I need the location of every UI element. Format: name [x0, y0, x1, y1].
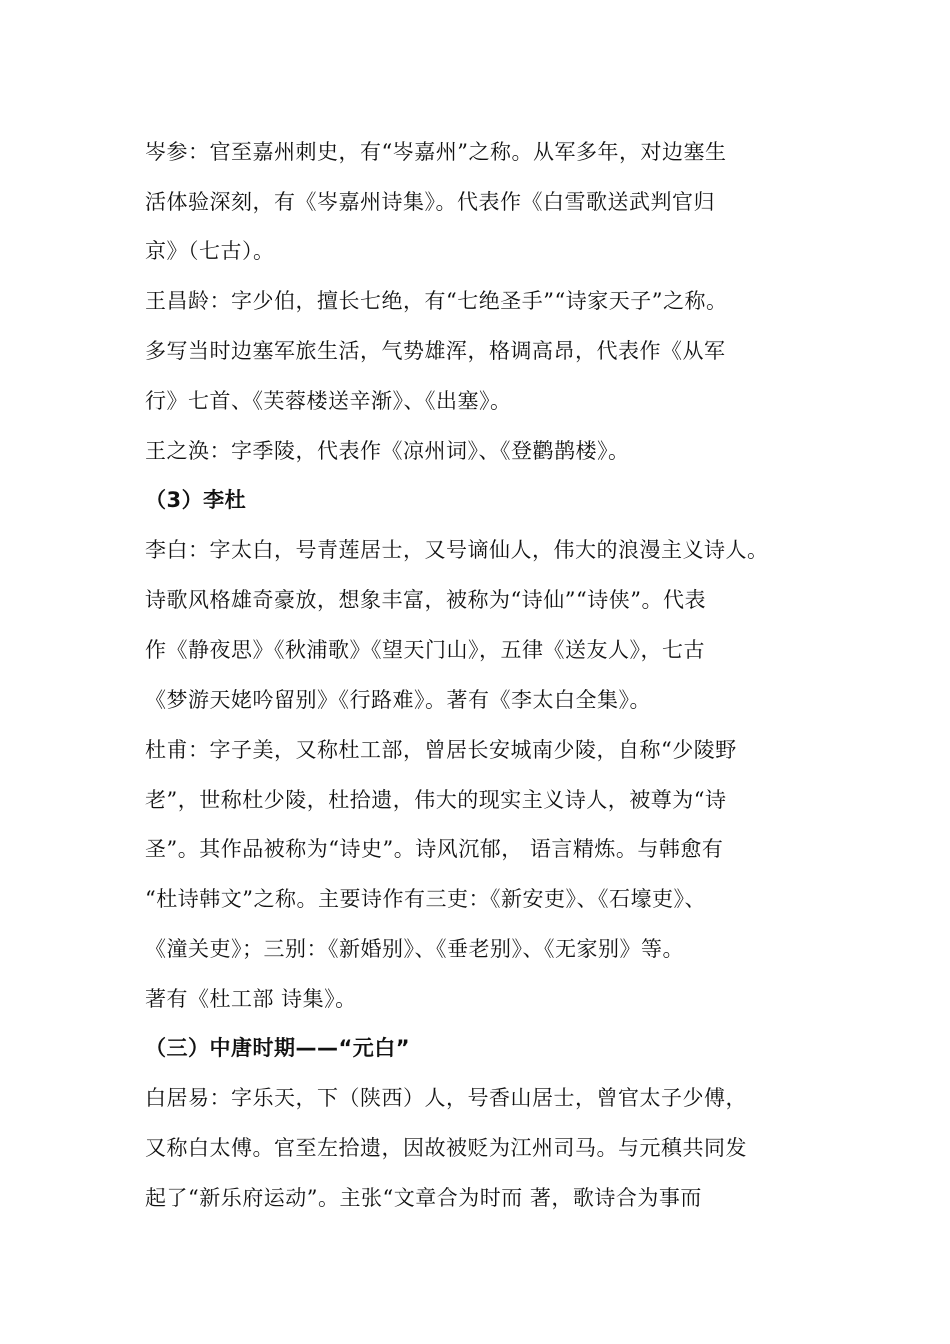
text-line-li-bai-2: 诗歌风格雄奇豪放，想象丰富，被称为“诗仙”“诗侠”。代表 — [145, 588, 706, 612]
text-line-du-fu-1: 杜甫：字子美，又称杜工部，曾居长安城南少陵，自称“少陵野 — [145, 738, 737, 762]
text-line-cen-shen-3: 京》（七古）。 — [145, 239, 275, 263]
text-line-du-fu-4: “杜诗韩文”之称。主要诗作有三吏：《新安吏》、《石壕吏》、 — [145, 887, 706, 911]
section-heading-mid-tang: （三）中唐时期——“元白” — [145, 1036, 411, 1060]
text-line-du-fu-5: 《潼关吏》；三别：《新婚别》、《垂老别》、《无家别》等。 — [145, 937, 684, 961]
text-line-bai-juyi-3: 起了“新乐府运动”。主张“文章合为时而 著，歌诗合为事而 — [145, 1186, 702, 1210]
text-line-wang-changling-1: 王昌龄：字少伯，擅长七绝，有“七绝圣手”“诗家天子”之称。 — [145, 289, 728, 313]
text-line-li-bai-3: 作《静夜思》《秋浦歌》《望天门山》，五律《送友人》，七古 — [145, 638, 705, 662]
text-line-wang-changling-3: 行》七首、《芙蓉楼送辛渐》、《出塞》。 — [145, 389, 512, 413]
text-line-du-fu-2: 老”，世称杜少陵，杜拾遗，伟大的现实主义诗人，被尊为“诗 — [145, 788, 727, 812]
text-line-li-bai-1: 李白：字太白，号青莲居士，又号谪仙人，伟大的浪漫主义诗人。 — [145, 538, 769, 562]
text-line-wang-zhihuan: 王之涣：字季陵，代表作《凉州词》、《登鹳鹊楼》。 — [145, 439, 630, 463]
text-line-bai-juyi-1: 白居易：字乐天，下（陕西）人，号香山居士，曾官太子少傅， — [145, 1086, 747, 1110]
text-line-cen-shen-2: 活体验深刻，有《岑嘉州诗集》。代表作《白雪歌送武判官归 — [145, 190, 715, 214]
text-line-li-bai-4: 《梦游天姥吟留别》《行路难》。著有《李太白全集》。 — [145, 688, 651, 712]
section-heading-li-du: （3）李杜 — [145, 488, 247, 512]
text-line-bai-juyi-2: 又称白太傅。官至左拾遗，因故被贬为江州司马。与元稹共同发 — [145, 1136, 747, 1160]
text-line-du-fu-6: 著有《杜工部 诗集》。 — [145, 987, 357, 1011]
text-line-wang-changling-2: 多写当时边塞军旅生活，气势雄浑，格调高昂，代表作《从军 — [145, 339, 726, 363]
text-line-du-fu-3: 圣”。其作品被称为“诗史”。诗风沉郁， 语言精炼。与韩愈有 — [145, 837, 724, 861]
text-line-cen-shen-1: 岑参：官至嘉州刺史，有“岑嘉州”之称。从军多年，对边塞生 — [145, 140, 727, 164]
